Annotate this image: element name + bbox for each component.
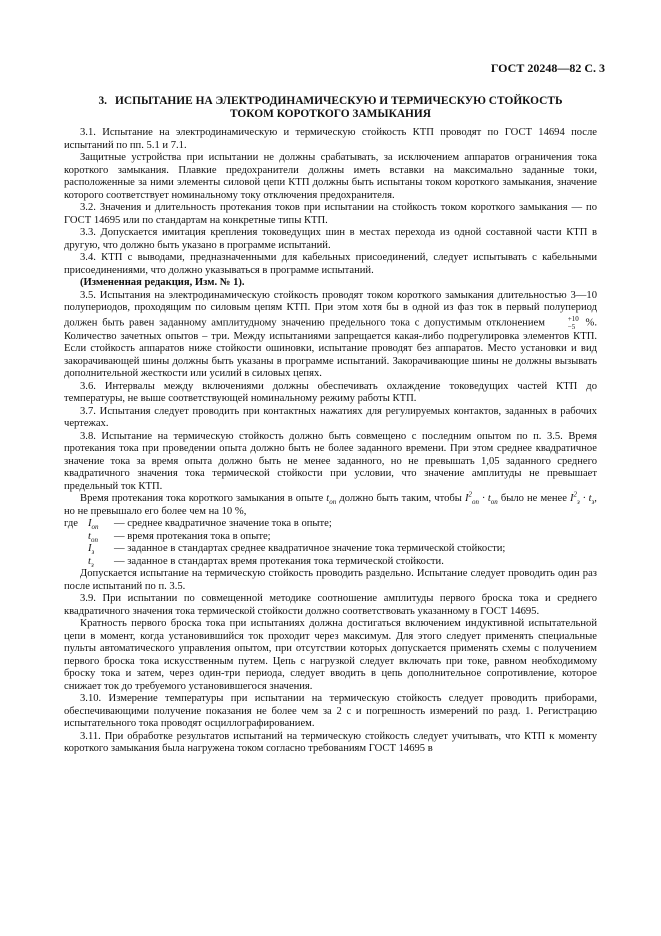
paragraph-3-7: 3.7. Испытания следует проводить при контактных нажатиях для регулируемых контактов, заданных в рабочих чертежах. (64, 405, 597, 429)
section-number: 3. (98, 95, 108, 107)
paragraph-3-9: 3.9. При испытании по совмещенной методике соотношение амплитуды первого броска тока и среднего квадратичного значения тока термической стойкости должно соответствовать указанному в ГОСТ 14695. (64, 593, 597, 617)
paragraph-3-4: 3.4. КТП с выводами, предназначенными для кабельных присоединений, следует испытывать с кабельными присоединениями, что должно указываться в программе испытаний. (64, 252, 597, 276)
section-title-line-1: 3. ИСПЫТАНИЕ НА ЭЛЕКТРОДИНАМИЧЕСКУЮ И ТЕРМИЧЕСКУЮ СТОЙКОСТЬ (98, 95, 563, 107)
paragraph-3-11: 3.11. При обработке результатов испытаний на термическую стойкость следует учитывать, что КТП к моменту короткого замыкания была нагружена током согласно требованиям ГОСТ 14695 в (64, 730, 597, 754)
symbol-legend (64, 518, 597, 568)
paragraph-current-ratio: Кратность первого броска тока при испытаниях должна достигаться включением индуктивной испытательной цепи в момент, когда установившийся ток проходит через максимум. Для этого следует применять специальные пульты автоматического управления опытом, при отсутствии которых допускается применять схемы с получением первого броска тока искусственным путем. Цепь с нагрузкой следует включать при токе, равном необходимому броску тока и затем, через один-три периода, следует вводить в цепь дополнительное сопротивление, которое снижает ток до требуемого установившегося значения. (64, 618, 597, 692)
paragraph-3-1: 3.1. Испытание на электродинамическую и термическую стойкость КТП проводят по ГОСТ 14694 после испытаний по пп. 5.1 и 7.1. (64, 127, 597, 151)
legend-row-i-z: $I_з$ — заданное в стандартах среднее квадратичное значение тока термической стойкости; (88, 543, 506, 557)
page-header: ГОСТ 20248—82 С. 3 (490, 61, 605, 75)
paragraph-3-3: 3.3. Допускается имитация крепления токоведущих шин в местах перехода из одной составной части КТП в другую, что должно быть указано в программе испытаний. (64, 227, 597, 251)
legend-row-t-op: $t_{оп}$ — время протекания тока в опыте; (88, 530, 271, 544)
legend-row-i-op: где $I_{оп}$ — среднее квадратичное значение тока в опыте; (64, 518, 332, 532)
paragraph-3-8: 3.8. Испытание на термическую стойкость должно быть совмещено с последним опытом по п. 3.5. Время протекания тока при проведении опыта должно быть не более заданного времени. При этом среднее квадратичное значение тока за время опыта должно быть не менее заданного, но не превышать 1,05 заданного среднего квадратичного значения тока термической стойкости при условии, что значение амплитуды не превышает предельный ток КТП. (64, 430, 597, 492)
paragraph-duration: Время протекания тока короткого замыкания в опыте $t_{оп}$ должно быть таким, чтобы $I^2_{оп} \cdot t_{оп}$ было не менее $I^2_з \cdot t_з$, но не превышало его более чем на 10 %, (64, 490, 597, 517)
tolerance-fraction: +10 −5 (567, 314, 579, 331)
symbol-t-op: $t_{оп}$ (326, 493, 337, 507)
paragraph-3-2: 3.2. Значения и длительность протекания токов при испытании на стойкость током короткого замыкания — по ГОСТ 14695 или по стандартам на конкретные типы КТП. (64, 202, 597, 226)
section-title-line-2: ТОКОМ КОРОТКОГО ЗАМЫКАНИЯ (229, 108, 432, 120)
paragraph-protection: Защитные устройства при испытании не должны срабатывать, за исключением аппаратов ограничения тока короткого замыкания. Плавкие предохранители должны иметь вставки на максимально заданные токи, расположенные за ними элементы силовой цепи КТП должны быть испытаны током короткого замыкания, значение которого соответствует номинальному току отключения предохранителя. (64, 152, 597, 201)
paragraph-3-6: 3.6. Интервалы между включениями должны обеспечивать охлаждение токоведущих частей КТП до температуры, не выше соответствующей номинальному режиму работы КТП. (64, 380, 597, 404)
paragraph-3-10: 3.10. Измерение температуры при испытании на термическую стойкость следует проводить приборами, обеспечивающими получение показания не более чем за 2 с и погрешность измерений по разд. 1. Регистрацию испытательного тока проводят осциллографированием. (64, 693, 597, 729)
formula-i2t-op: $I^2_{оп} \cdot t_{оп}$ (464, 490, 498, 507)
section-title (64, 95, 597, 121)
formula-i2t-z: $I^2_з \cdot t_з$ (570, 490, 595, 507)
section-body (64, 127, 597, 756)
paragraph-3-5: 3.5. Испытания на электродинамическую стойкость проводят током короткого замыкания длительностью 3—10 полупериодов, проходящим по силовым цепям КТП. При этом хотя бы в одной из фаз ток в первый полупериод должен быть равен заданному амплитудному значению предельного тока с допустимым отклонением +10 −5 %. Количество зачетных опытов – три. Между испытаниями запрещается какая-либо подрегулировка элементов КТП. Если стойкость аппаратов ниже стойкости ошиновки, испытание проводят без аппаратов. Место установки и вид закорачивающей шины должны быть указаны в программе испытаний. Закорачивающие шины не должны вызывать дополнительной жесткости или усилий в силовых цепях. (64, 289, 597, 379)
paragraph-separate-test: Допускается испытание на термическую стойкость проводить раздельно. Испытание следует проводить один раз после испытаний по п. 3.5. (64, 568, 597, 592)
legend-row-t-z: $t_з$ — заданное в стандартах время протекания тока термической стойкости. (88, 555, 444, 569)
amendment-note: (Измененная редакция, Изм. № 1). (80, 277, 245, 288)
